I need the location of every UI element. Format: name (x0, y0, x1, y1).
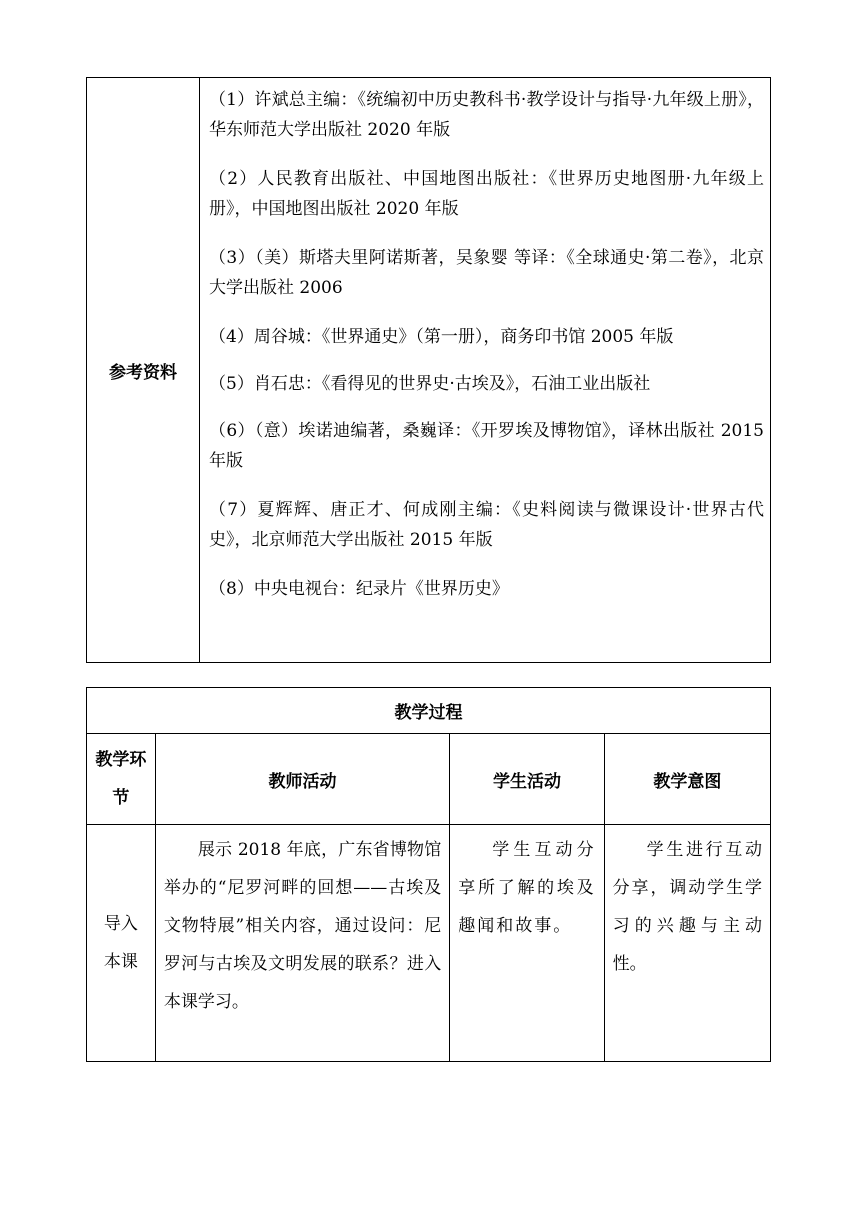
teacher-text: 展示 2018 年底，广东省博物馆举办的“尼罗河畔的回想——古埃及文物特展”相关内容，通过设问：尼罗河与古埃及文明发展的联系？进入本课学习。 (163, 840, 442, 1012)
reference-item: （6）（意）埃诺迪编著，桑巍译：《开罗埃及博物馆》，译林出版社 2015 年版 (209, 421, 764, 471)
stage-text: 导入本课 (103, 914, 138, 972)
intent-text: 学生进行互动分享，调动学生学习的兴趣与主动性。 (612, 840, 762, 974)
reference-table (86, 77, 771, 663)
reference-list (209, 85, 764, 604)
reference-item: （5）肖石忠：《看得见的世界史·古埃及》，石油工业出版社 (209, 374, 651, 394)
header-student: 学生活动 (450, 734, 604, 825)
intent-cell (604, 825, 770, 1062)
reference-item: （7）夏辉辉、唐正才、何成刚主编：《史料阅读与微课设计·世界古代史》，北京师范大学出版社 2015 年版 (209, 500, 764, 550)
header-stage: 教学环节 (87, 734, 156, 825)
student-cell (450, 825, 604, 1062)
process-row (87, 825, 771, 1062)
reference-label: 参考资料 (87, 78, 200, 663)
stage-cell (87, 825, 156, 1062)
reference-content (200, 78, 771, 663)
process-title: 教学过程 (87, 688, 771, 734)
teaching-process-table (86, 687, 771, 1062)
process-title-row (87, 688, 771, 734)
teacher-cell (155, 825, 449, 1062)
reference-item: （8）中央电视台：纪录片《世界历史》 (209, 579, 509, 599)
reference-item: （1）许斌总主编：《统编初中历史教科书·教学设计与指导·九年级上册》，华东师范大学出版社 2020 年版 (209, 90, 764, 140)
process-header-row (87, 734, 771, 825)
reference-item: （4）周谷城：《世界通史》（第一册），商务印书馆 2005 年版 (209, 327, 674, 347)
student-text: 学生互动分享所了解的埃及趣闻和故事。 (458, 840, 596, 936)
reference-row (87, 78, 771, 663)
reference-item: （3）（美）斯塔夫里阿诺斯著，吴象婴 等译：《全球通史·第二卷》，北京大学出版社 2006 (209, 248, 764, 298)
header-intent: 教学意图 (604, 734, 770, 825)
header-teacher: 教师活动 (155, 734, 449, 825)
reference-item: （2）人民教育出版社、中国地图出版社：《世界历史地图册·九年级上册》，中国地图出版社 2020 年版 (209, 169, 764, 219)
